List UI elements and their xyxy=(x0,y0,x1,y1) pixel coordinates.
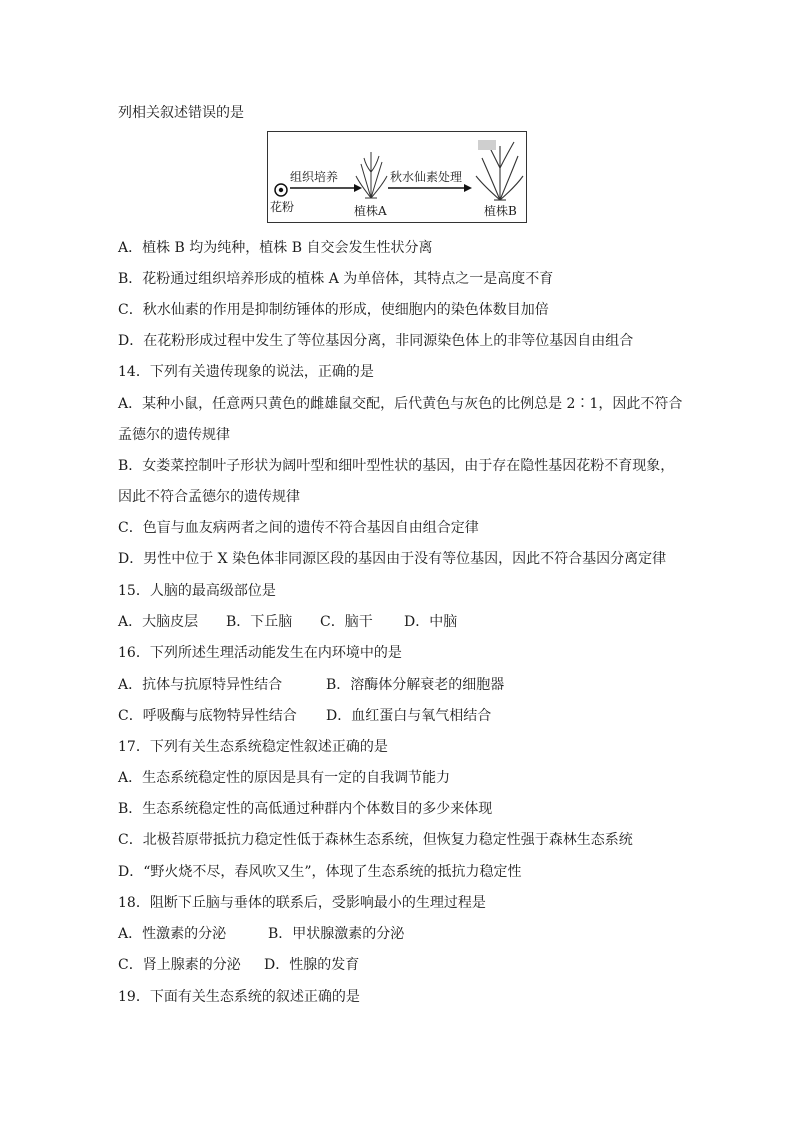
breeding-diagram xyxy=(267,131,527,223)
q14-option-c: C．色盲与血友病两者之间的遗传不符合基因自由组合定律 xyxy=(118,520,479,536)
q14-option-b-line2: 因此不符合孟德尔的遗传规律 xyxy=(118,489,300,505)
q17-option-b: B．生态系统稳定性的高低通过种群内个体数目的多少来体现 xyxy=(118,801,493,817)
plant-a-icon xyxy=(356,152,387,198)
q17-option-a: A．生态系统稳定性的原因是具有一定的自我调节能力 xyxy=(118,770,451,786)
q14-option-d: D．男性中位于 X 染色体非同源区段的基因由于没有等位基因，因此不符合基因分离定律 xyxy=(118,551,667,567)
q16-option-d: D．血红蛋白与氧气相结合 xyxy=(326,708,492,724)
q18-option-d: D．性腺的发育 xyxy=(264,957,360,973)
step1-label: 组织培养 xyxy=(290,170,339,184)
q17-stem: 17．下列有关生态系统稳定性叙述正确的是 xyxy=(118,739,388,755)
q16-option-a: A．抗体与抗原特异性结合 xyxy=(118,677,283,693)
q15-option-b: B．下丘脑 xyxy=(226,614,293,630)
q16-stem: 16．下列所述生理活动能发生在内环境中的是 xyxy=(118,645,402,661)
plant-b-label: 植株B xyxy=(484,204,517,218)
q17-option-d: D．“野火烧不尽，春风吹又生”，体现了生态系统的抵抗力稳定性 xyxy=(118,864,522,880)
q14-option-b-line1: B．女娄菜控制叶子形状为阔叶型和细叶型性状的基因，由于存在隐性基因花粉不育现象， xyxy=(118,458,675,474)
q15-stem: 15．人脑的最高级部位是 xyxy=(118,583,276,599)
q15-option-a: A．大脑皮层 xyxy=(118,614,199,630)
q13-option-c: C．秋水仙素的作用是抑制纺锤体的形成，使细胞内的染色体数目加倍 xyxy=(118,302,549,318)
step2-label: 秋水仙素处理 xyxy=(390,170,463,184)
q19-stem: 19．下面有关生态系统的叙述正确的是 xyxy=(118,989,360,1005)
q16-option-c: C．呼吸酶与底物特异性结合 xyxy=(118,708,297,724)
q15-option-c: C．脑干 xyxy=(320,614,373,630)
q13-option-b: B．花粉通过组织培养形成的植株 A 为单倍体，其特点之一是高度不育 xyxy=(118,271,554,287)
q18-option-c: C．肾上腺素的分泌 xyxy=(118,957,241,973)
q14-option-a-line2: 孟德尔的遗传规律 xyxy=(118,427,230,443)
question-13-stem-tail: 列相关叙述错误的是 xyxy=(118,105,244,121)
q17-option-c: C．北极苔原带抵抗力稳定性低于森林生态系统，但恢复力稳定性强于森林生态系统 xyxy=(118,832,633,848)
pollen-label: 花粉 xyxy=(270,200,295,214)
q18-stem: 18．阻断下丘脑与垂体的联系后，受影响最小的生理过程是 xyxy=(118,895,486,911)
q18-option-b: B．甲状腺激素的分泌 xyxy=(268,926,405,942)
blur-watermark xyxy=(478,140,496,150)
plant-b-icon xyxy=(476,142,523,200)
q13-option-a: A．植株 B 均为纯种，植株 B 自交会发生性状分离 xyxy=(118,240,433,256)
q14-stem: 14．下列有关遗传现象的说法，正确的是 xyxy=(118,364,374,380)
q16-option-b: B．溶酶体分解衰老的细胞器 xyxy=(326,677,505,693)
q14-option-a-line1: A．某种小鼠，任意两只黄色的雌雄鼠交配，后代黄色与灰色的比例总是 2∶1，因此不符合 xyxy=(118,396,683,412)
q15-option-d: D．中脑 xyxy=(404,614,458,630)
q18-option-a: A．性激素的分泌 xyxy=(118,926,227,942)
q13-option-d: D．在花粉形成过程中发生了等位基因分离，非同源染色体上的非等位基因自由组合 xyxy=(118,333,634,349)
plant-a-label: 植株A xyxy=(354,204,387,218)
